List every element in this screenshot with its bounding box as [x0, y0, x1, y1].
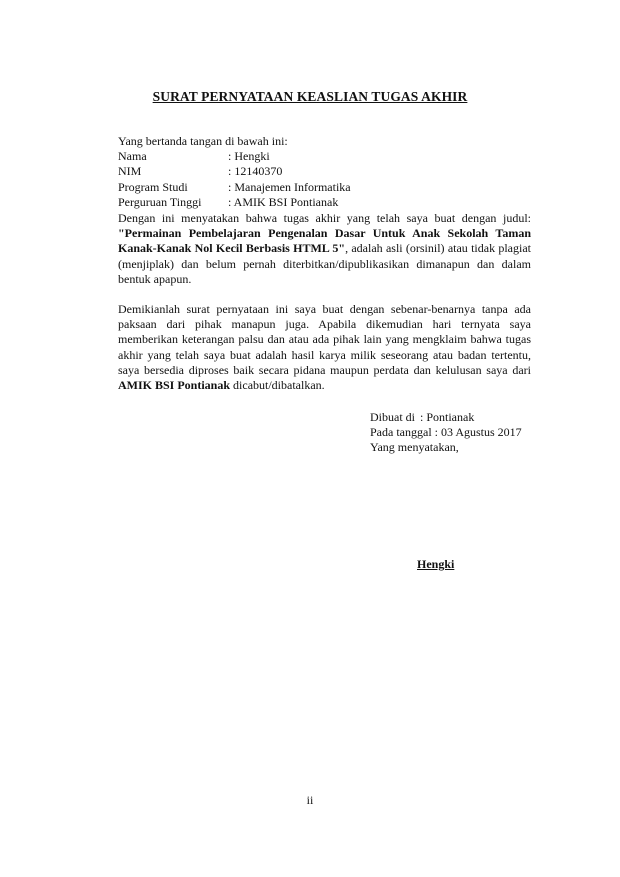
- identity-row-nama: [118, 149, 538, 164]
- signer-name: Hengki: [417, 557, 455, 571]
- signature-date: Pada tanggal : 03 Agustus 2017: [370, 425, 522, 440]
- identity-row-nim: [118, 164, 538, 179]
- thesis-title: "Permainan Pembelajaran Pengenalan Dasar Untuk Anak Sekolah Taman Kanak-Kanak Nol Kecil Berbasis HTML 5": [118, 226, 531, 256]
- identity-label: Nama: [118, 149, 147, 164]
- signature-place-row: [370, 410, 570, 425]
- document-title: SURAT PERNYATAAN KEASLIAN TUGAS AKHIR: [152, 89, 468, 104]
- place-label: Dibuat di: [370, 410, 415, 424]
- identity-label: Program Studi: [118, 179, 188, 194]
- identity-value: : 12140370: [228, 164, 283, 179]
- signature-block: [370, 410, 570, 456]
- institution-name: AMIK BSI Pontianak: [118, 378, 231, 393]
- declaration-text-start: Demikianlah surat pernyataan ini saya buat dengan sebenar-benarnya tanpa ada paksaan dari pihak manapun juga. Apabila dikemudian hari ternyata saya memberikan keterangan palsu dan atau ada pihak lain yang mengklaim bahwa tugas akhir yang telah saya buat adalah hasil karya milik seseorang atau badan tertentu, saya bersedia diproses baik secara pidana maupun perdata dan kelulusan saya dari: [118, 302, 531, 377]
- identity-row-program-studi: [118, 180, 538, 195]
- statement-paragraph: [118, 211, 531, 287]
- intro-text: Yang bertanda tangan di bawah ini:: [118, 134, 288, 148]
- place-value: : Pontianak: [420, 410, 475, 424]
- identity-row-perguruan-tinggi: [118, 195, 538, 210]
- statement-text-end: , adalah asli (orsinil) atau tidak plagiat (menjiplak) dan belum pernah diterbitkan/dipublikasikan dimanapun dan dalam bentuk apapun.: [118, 241, 532, 286]
- page-number: ii: [306, 793, 314, 807]
- identity-value: : AMIK BSI Pontianak: [228, 194, 339, 209]
- identity-label: NIM: [118, 164, 142, 179]
- declaration-text-end: dicabut/dibatalkan.: [233, 378, 325, 393]
- identity-label: Perguruan Tinggi: [118, 194, 202, 209]
- identity-value: : Manajemen Informatika: [228, 179, 351, 194]
- signature-closing: Yang menyatakan,: [370, 440, 459, 455]
- identity-block: [118, 134, 538, 210]
- identity-value: : Hengki: [228, 149, 270, 164]
- statement-text-start: Dengan ini menyatakan bahwa tugas akhir yang telah saya buat dengan judul:: [118, 211, 531, 225]
- declaration-paragraph: [118, 302, 531, 393]
